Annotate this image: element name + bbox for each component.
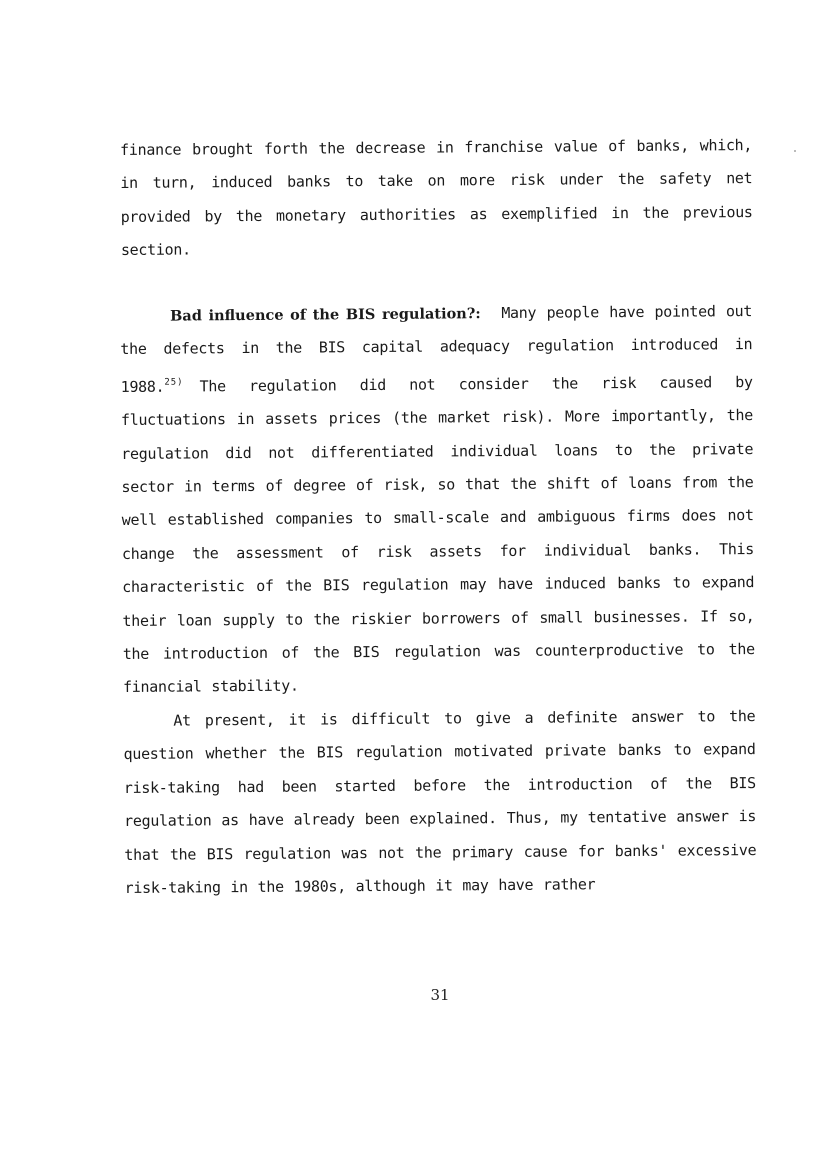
footnote-reference: 25): [164, 377, 184, 388]
paragraph-continuation: finance brought forth the decrease in franchise value of banks, which, in turn, induced banks to take on more risk under the safety net provided by the monetary authorities as exemplified in the previous section.: [120, 136, 753, 260]
page-number: 31: [430, 986, 450, 1004]
paragraph-text: Many people have pointed out the defects in the BIS capital adequacy regulation introduced in 1988.: [120, 302, 753, 396]
scan-speck: [794, 150, 796, 152]
section-heading: Bad influence of the BIS regulation?:: [170, 305, 481, 325]
paragraph-text: The regulation did not consider the risk caused by fluctuations in assets prices (the market risk). More importantly, the regulation did not differentiated individual loans to the private sector in terms of degree of risk, so that the shift of loans from the well established companies to small-scale and ambiguous firms does not change the assessment of risk assets for individual banks. This characteristic of the BIS regulation may have induced banks to expand their loan supply to the riskier borrowers of small businesses. If so, the introduction of the BIS regulation was counterproductive to the financial stability.: [120, 372, 755, 697]
text-block-main: [120, 295, 757, 905]
paragraph-present-answer: At present, it is difficult to give a definite answer to the question whether the BIS regulation motivated private banks to expand risk-taking had been started before the introduction of the BIS regulation as have already been explained. Thus, my tentative answer is that the BIS regulation was not the primary cause for banks' excessive risk-taking in the 1980s, although it may have rather: [123, 706, 757, 897]
paragraph-bis-regulation: [120, 295, 755, 705]
text-block-top: [120, 129, 753, 268]
